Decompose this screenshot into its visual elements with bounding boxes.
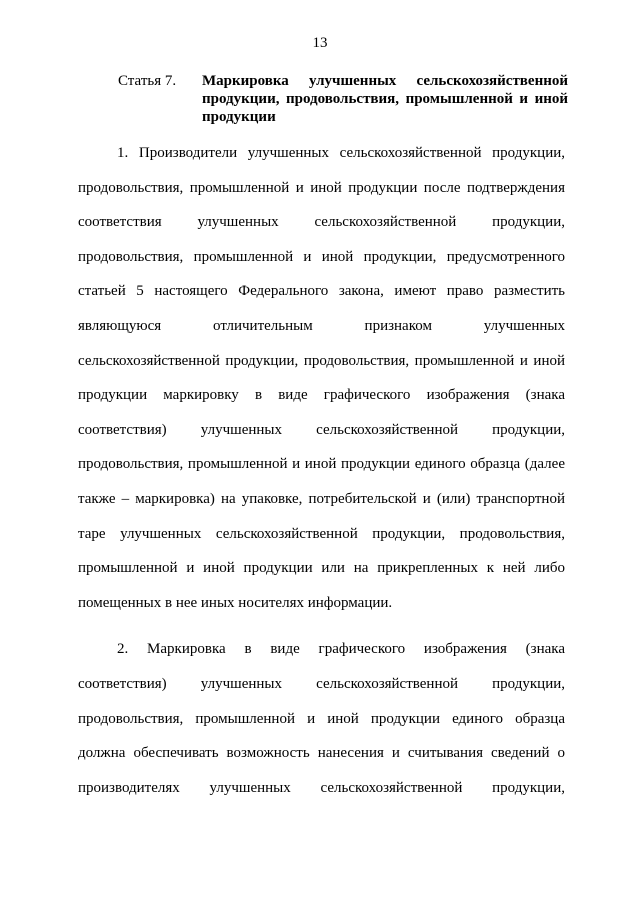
article-title: Маркировка улучшенных сельскохозяйственной продукции, продовольствия, промышленной и иной продукции bbox=[202, 73, 568, 125]
text-line: 2. Маркировка в виде графического изображения (знака bbox=[117, 641, 565, 658]
text-line: промышленной и иной продукции или на прикрепленных к ней либо bbox=[78, 560, 565, 577]
text-line: производителях улучшенных сельскохозяйственной продукции, bbox=[78, 779, 565, 796]
text-line: продовольствия, промышленной и иной продукции после подтверждения bbox=[78, 179, 565, 196]
page-number: 13 bbox=[312, 35, 328, 51]
article-header bbox=[118, 72, 568, 126]
text-line: также – маркировка) на упаковке, потребительской и (или) транспортной bbox=[78, 490, 565, 507]
paragraph-2 bbox=[78, 632, 565, 805]
text-line: являющуюся отличительным признаком улучшенных bbox=[78, 317, 565, 334]
text-line: сельскохозяйственной продукции, продовольствия, промышленной и иной bbox=[78, 352, 565, 369]
text-line: продовольствия, промышленной и иной продукции, предусмотренного bbox=[78, 248, 565, 265]
text-line: соответствия улучшенных сельскохозяйственной продукции, bbox=[78, 214, 565, 231]
article-body bbox=[78, 136, 565, 805]
paragraph-1 bbox=[78, 136, 565, 620]
text-line: продовольствия, промышленной и иной продукции единого образца bbox=[78, 710, 565, 727]
text-line: статьей 5 настоящего Федерального закона, имеют право разместить bbox=[78, 283, 565, 300]
text-line: соответствия) улучшенных сельскохозяйственной продукции, bbox=[78, 421, 565, 438]
text-line: продукции маркировку в виде графического изображения (знака bbox=[78, 387, 565, 404]
text-line: 1. Производители улучшенных сельскохозяйственной продукции, bbox=[117, 145, 565, 161]
text-line: помещенных в нее иных носителях информации. bbox=[78, 594, 393, 611]
text-line: соответствия) улучшенных сельскохозяйственной продукции, bbox=[78, 675, 565, 692]
article-label: Статья 7. bbox=[118, 73, 177, 89]
text-line: таре улучшенных сельскохозяйственной продукции, продовольствия, bbox=[78, 525, 565, 542]
text-line: продовольствия, промышленной и иной продукции единого образца (далее bbox=[78, 456, 565, 473]
text-line: должна обеспечивать возможность нанесения и считывания сведений о bbox=[78, 745, 565, 762]
